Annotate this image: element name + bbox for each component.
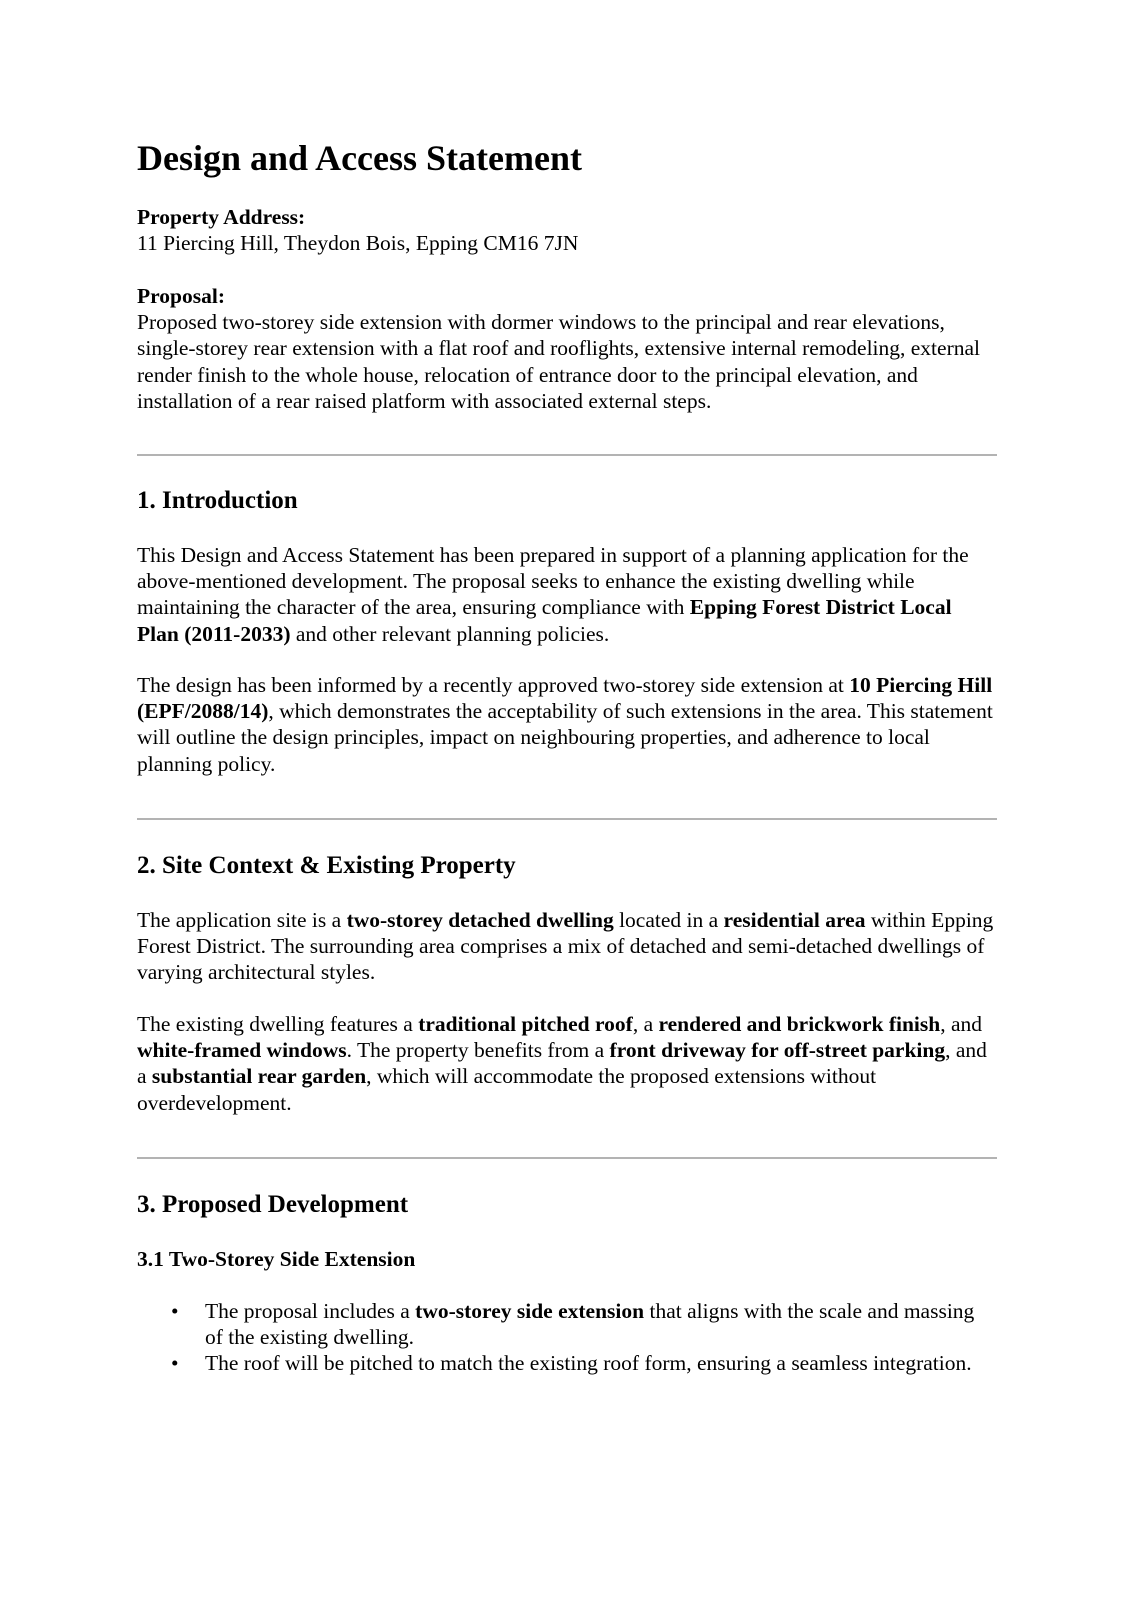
- section-heading-proposed-development: 3. Proposed Development: [137, 1191, 409, 1218]
- bullet-icon: •: [171, 1299, 179, 1323]
- text-run: within Epping Forest District. The surrounding area comprises a mix of detached and semi-detached dwellings of varying architectural styles.: [137, 908, 994, 985]
- proposal-text: Proposed two-storey side extension with dormer windows to the principal and rear elevations, single-storey rear extension with a flat roof and rooflights, extensive internal remodeling, external render finish to the whole house, relocation of entrance door to the principal elevation, and installation of a rear raised platform with associated external steps.: [137, 310, 981, 413]
- text-run: and other relevant planning policies.: [290, 621, 610, 646]
- bold-text-run: front driveway for off-street parking: [609, 1038, 946, 1063]
- text-run: located in a: [613, 908, 724, 932]
- text-run: The roof will be pitched to match the existing roof form, ensuring a seamless integration.: [205, 1351, 972, 1376]
- site-paragraph-1: [137, 907, 997, 986]
- text-run: , and a: [137, 1038, 987, 1089]
- text-run: The application site is a: [137, 908, 347, 932]
- bold-text-run: 10 Piercing Hill (EPF/2088/14): [137, 673, 993, 724]
- text-run: , which will accommodate the proposed extensions without overdevelopment.: [137, 1064, 877, 1115]
- document-title: Design and Access Statement: [137, 138, 582, 178]
- bold-text-run: traditional pitched roof: [418, 1012, 633, 1036]
- divider: [137, 818, 997, 820]
- subsection-heading-two-storey-extension: 3.1 Two-Storey Side Extension: [137, 1247, 416, 1271]
- text-run: , a: [632, 1012, 659, 1036]
- text-run: The proposal includes a: [205, 1299, 416, 1323]
- bold-text-run: residential area: [723, 908, 866, 932]
- bold-text-run: substantial rear garden: [151, 1064, 367, 1089]
- bullet-icon: •: [171, 1351, 179, 1376]
- text-run: This Design and Access Statement has been prepared in support of a planning application for the above-mentioned development. The proposal seeks to enhance the existing dwelling while maintaining the character of the area, ensuring compliance with: [137, 543, 969, 620]
- divider: [137, 454, 997, 456]
- text-run: The existing dwelling features a: [137, 1012, 419, 1036]
- section-heading-introduction: 1. Introduction: [137, 487, 298, 514]
- text-run: . The property benefits from a: [346, 1038, 610, 1063]
- text-run: , which demonstrates the acceptability of such extensions in the area. This statement will outline the design principles, impact on neighbouring properties, and adherence to local planning policy.: [137, 699, 993, 776]
- site-paragraph-2: [137, 1011, 997, 1116]
- list-item: [137, 1350, 997, 1376]
- property-address-block: [137, 204, 997, 256]
- text-run: that aligns with the scale and massing of the existing dwelling.: [205, 1299, 975, 1350]
- divider: [137, 1157, 997, 1159]
- text-run: The design has been informed by a recently approved two-storey side extension at: [137, 673, 850, 697]
- property-address-value: 11 Piercing Hill, Theydon Bois, Epping CM16 7JN: [137, 231, 579, 256]
- list-item: [137, 1298, 997, 1350]
- bold-text-run: rendered and brickwork finish: [658, 1012, 941, 1036]
- intro-paragraph-1: [137, 542, 997, 647]
- bold-text-run: two-storey side extension: [415, 1299, 645, 1323]
- bold-text-run: two-storey detached dwelling: [346, 908, 614, 932]
- property-address-label: Property Address:: [137, 205, 306, 229]
- proposal-label: Proposal:: [137, 284, 225, 308]
- text-run: , and: [940, 1012, 983, 1036]
- section-heading-site-context: 2. Site Context & Existing Property: [137, 852, 516, 879]
- bold-text-run: Epping Forest District Local Plan (2011-2033): [137, 595, 952, 646]
- proposal-block: [137, 283, 997, 414]
- bold-text-run: white-framed windows: [137, 1038, 347, 1063]
- proposal-bullet-list: [137, 1298, 997, 1377]
- intro-paragraph-2: [137, 672, 997, 777]
